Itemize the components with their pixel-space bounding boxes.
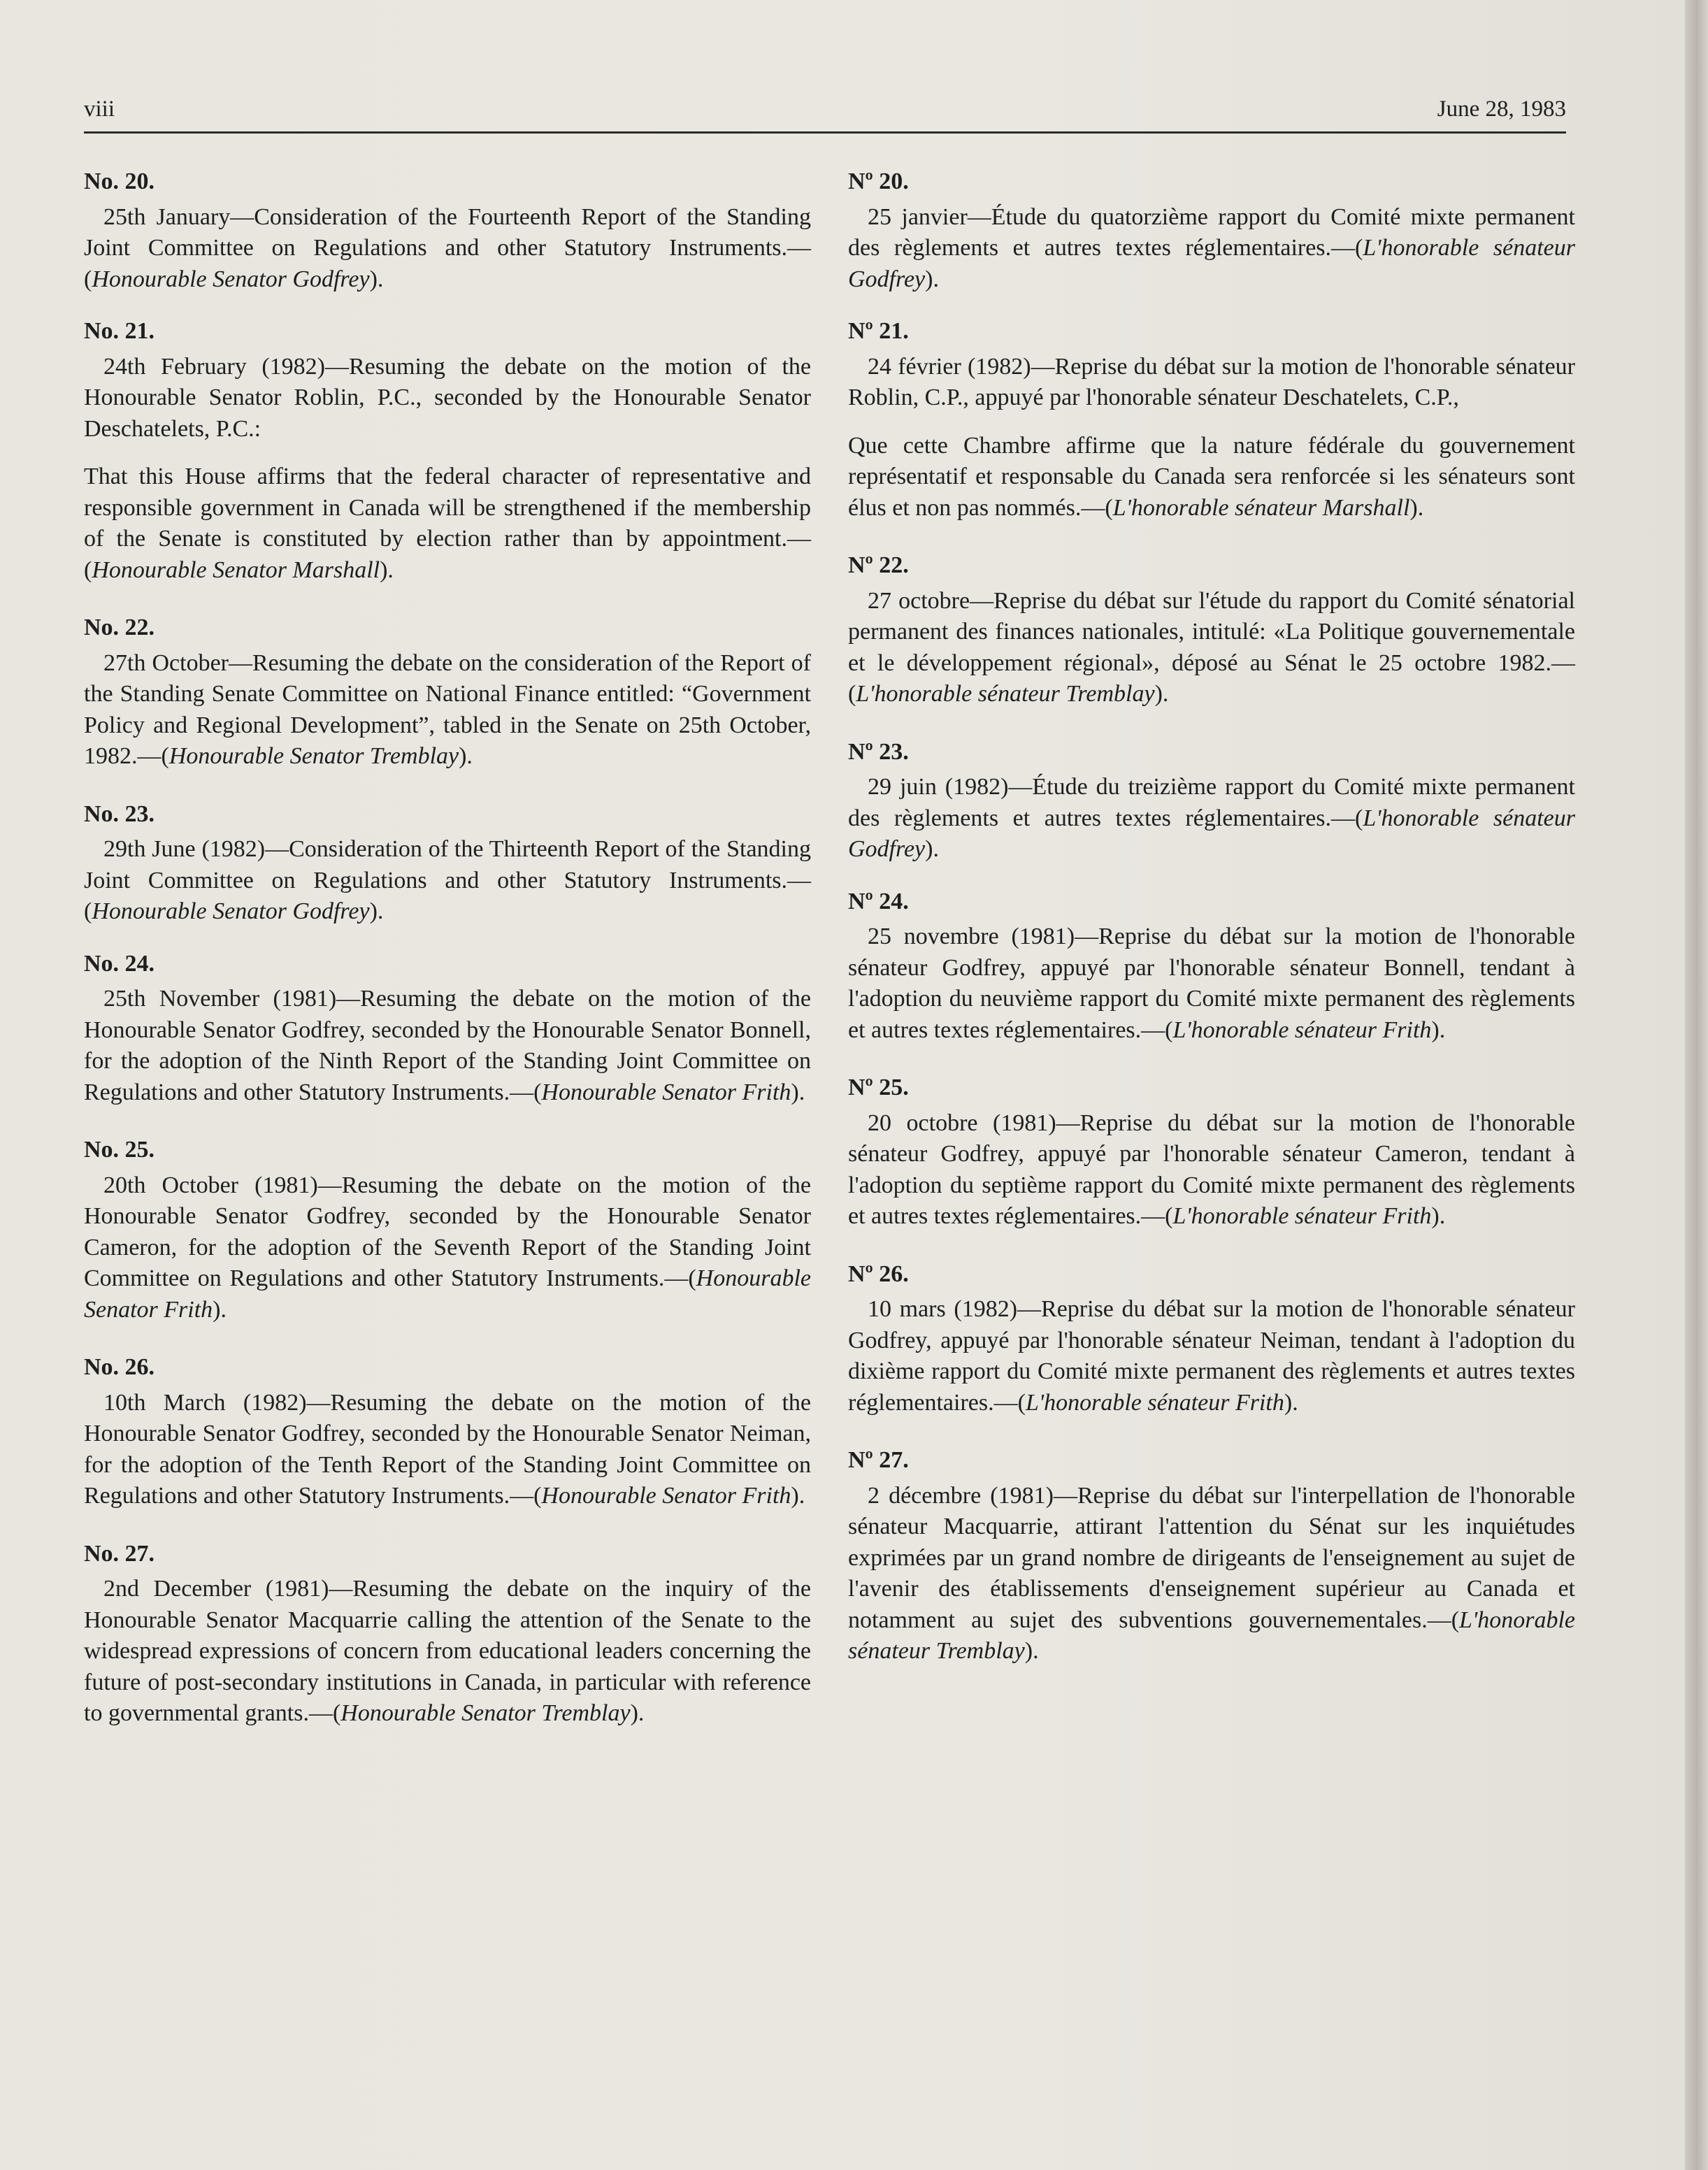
entry-text: 2nd December (1981)—Resuming the debate on the inquiry of the Honourable Senator Macquarrie calling the attention of the Senate to the widespread expressions of concern from educational leaders concerning the future of post-secondary institutions in Canada, in particular with reference to governmental grants.—(Honourable Senator Tremblay). bbox=[84, 1576, 811, 1726]
entry-number: Nº 23. bbox=[848, 738, 909, 765]
entry-text: 10th March (1982)—Resuming the debate on the motion of the Honourable Senator Godfrey, seconded by the Honourable Senator Neiman, for the adoption of the Tenth Report of the Standing Joint Committee on Regulations and other Statutory Instruments.—(Honourable Senator Frith). bbox=[84, 1389, 811, 1509]
entry-fr-24 bbox=[848, 886, 1575, 1047]
entry-number: Nº 27. bbox=[848, 1447, 909, 1473]
entry-text: 24th February (1982)—Resuming the debate on the motion of the Honourable Senator Roblin, P.C., seconded by the Honourable Senator Deschatelets, P.C.: bbox=[84, 353, 811, 442]
entry-en-23 bbox=[84, 799, 811, 928]
entry-text: 20 octobre (1981)—Reprise du débat sur la motion de l'honorable sénateur Godfrey, appuyé par l'honorable sénateur Cameron, tendant à l'adoption du septième rapport du Comité mixte permanent des règlements et autres textes réglementaires.—(L'honorable sénateur Frith). bbox=[848, 1109, 1575, 1229]
entry-text: 20th October (1981)—Resuming the debate on the motion of the Honourable Senator Godfrey, seconded by the Honourable Senator Cameron, for the adoption of the Seventh Report of the Standing Joint Committee on Regulations and other Statutory Instruments.—(Honourable Senator Frith). bbox=[84, 1172, 811, 1323]
running-header bbox=[84, 96, 1566, 134]
motion-quote: Que cette Chambre affirme que la nature fédérale du gouvernement représentatif et responsable du Canada sera renforcée si les sénateurs sont élus et non pas nommés.—(L'honorable sénateur Marshall). bbox=[848, 432, 1575, 521]
page-binding-edge bbox=[1685, 0, 1708, 2170]
english-column bbox=[84, 166, 811, 1730]
entry-number: No. 26. bbox=[84, 1354, 155, 1380]
entry-text: 24 février (1982)—Reprise du débat sur la motion de l'honorable sénateur Roblin, C.P., appuyé par l'honorable sénateur Deschatelets, C.P., bbox=[848, 353, 1575, 410]
entry-en-24 bbox=[84, 949, 811, 1109]
entry-text: 27 octobre—Reprise du débat sur l'étude du rapport du Comité sénatorial permanent des finances nationales, intitulé: «La Politique gouvernementale et le développement régional», déposé au Sénat le 25 octobre 1982.—(L'honorable sénateur Tremblay). bbox=[848, 587, 1575, 707]
entry-en-22 bbox=[84, 612, 811, 773]
entry-number: Nº 22. bbox=[848, 552, 909, 578]
page-number: viii bbox=[84, 96, 115, 122]
entry-number: Nº 20. bbox=[848, 168, 909, 194]
entry-number: No. 25. bbox=[84, 1137, 155, 1163]
entry-number: No. 24. bbox=[84, 950, 155, 977]
entry-text: 25 novembre (1981)—Reprise du débat sur la motion de l'honorable sénateur Godfrey, appuyé par l'honorable sénateur Bonnell, tendant à l'adoption du neuvième rapport du Comité mixte permanent des règlements et autres textes réglementaires.—(L'honorable sénateur Frith). bbox=[848, 924, 1575, 1043]
motion-quote: That this House affirms that the federal character of representative and responsible government in Canada will be strengthened if the membership of the Senate is constituted by election rather than by appointment.—(Honourable Senator Marshall). bbox=[84, 464, 811, 583]
entry-text: 2 décembre (1981)—Reprise du débat sur l'interpellation de l'honorable sénateur Macquarrie, attirant l'attention du Sénat sur les inquiétudes exprimées par un grand nombre de dirigeants de l'enseignement au sujet de l'avenir des établissements d'enseignement supérieur au Canada et notamment au sujet des subventions gouvernementales.—(L'honorable sénateur Tremblay). bbox=[848, 1482, 1575, 1664]
entry-fr-26 bbox=[848, 1259, 1575, 1419]
entry-number: Nº 21. bbox=[848, 318, 909, 344]
entry-fr-27 bbox=[848, 1445, 1575, 1667]
entry-fr-22 bbox=[848, 550, 1575, 710]
entry-text: 25th November (1981)—Resuming the debate on the motion of the Honourable Senator Godfrey, seconded by the Honourable Senator Bonnell, for the adoption of the Ninth Report of the Standing Joint Committee on Regulations and other Statutory Instruments.—(Honourable Senator Frith). bbox=[84, 986, 811, 1105]
entry-text: 29th June (1982)—Consideration of the Thirteenth Report of the Standing Joint Committee on Regulations and other Statutory Instruments.—(Honourable Senator Godfrey). bbox=[84, 836, 811, 924]
header-date: June 28, 1983 bbox=[1437, 96, 1566, 122]
entry-fr-23 bbox=[848, 737, 1575, 865]
entry-en-25 bbox=[84, 1135, 811, 1325]
entry-number: Nº 26. bbox=[848, 1260, 909, 1287]
entry-number: No. 27. bbox=[84, 1540, 155, 1567]
entry-number: No. 21. bbox=[84, 318, 155, 344]
entry-en-26 bbox=[84, 1352, 811, 1512]
entry-text: 10 mars (1982)—Reprise du débat sur la motion de l'honorable sénateur Godfrey, appuyé par l'honorable sénateur Neiman, tendant à l'adoption du dixième rapport du Comité mixte permanent des règlements et autres textes réglementaires.—(L'honorable sénateur Frith). bbox=[848, 1296, 1575, 1416]
entry-text: 25th January—Consideration of the Fourteenth Report of the Standing Joint Committee on Regulations and other Statutory Instruments.—(Honourable Senator Godfrey). bbox=[84, 203, 811, 292]
entry-en-21 bbox=[84, 316, 811, 586]
entry-en-27 bbox=[84, 1539, 811, 1730]
entry-fr-20 bbox=[848, 166, 1575, 295]
entry-number: No. 22. bbox=[84, 615, 155, 640]
entry-number: No. 23. bbox=[84, 800, 155, 827]
entry-text: 29 juin (1982)—Étude du treizième rapport du Comité mixte permanent des règlements et autres textes réglementaires.—(L'honorable sénateur Godfrey). bbox=[848, 774, 1575, 862]
entry-text: 25 janvier—Étude du quatorzième rapport du Comité mixte permanent des règlements et autres textes réglementaires.—(L'honorable sénateur Godfrey). bbox=[848, 203, 1575, 292]
entry-number: Nº 24. bbox=[848, 888, 909, 914]
entry-fr-25 bbox=[848, 1072, 1575, 1233]
entry-en-20 bbox=[84, 166, 811, 295]
entry-fr-21 bbox=[848, 316, 1575, 524]
entry-number: Nº 25. bbox=[848, 1075, 909, 1100]
french-column bbox=[848, 166, 1575, 1667]
entry-number: No. 20. bbox=[84, 168, 155, 194]
entry-text: 27th October—Resuming the debate on the consideration of the Report of the Standing Senate Committee on National Finance entitled: “Government Policy and Regional Development”, tabled in the Senate on 25th October, 1982.—(Honourable Senator Tremblay). bbox=[84, 649, 811, 769]
